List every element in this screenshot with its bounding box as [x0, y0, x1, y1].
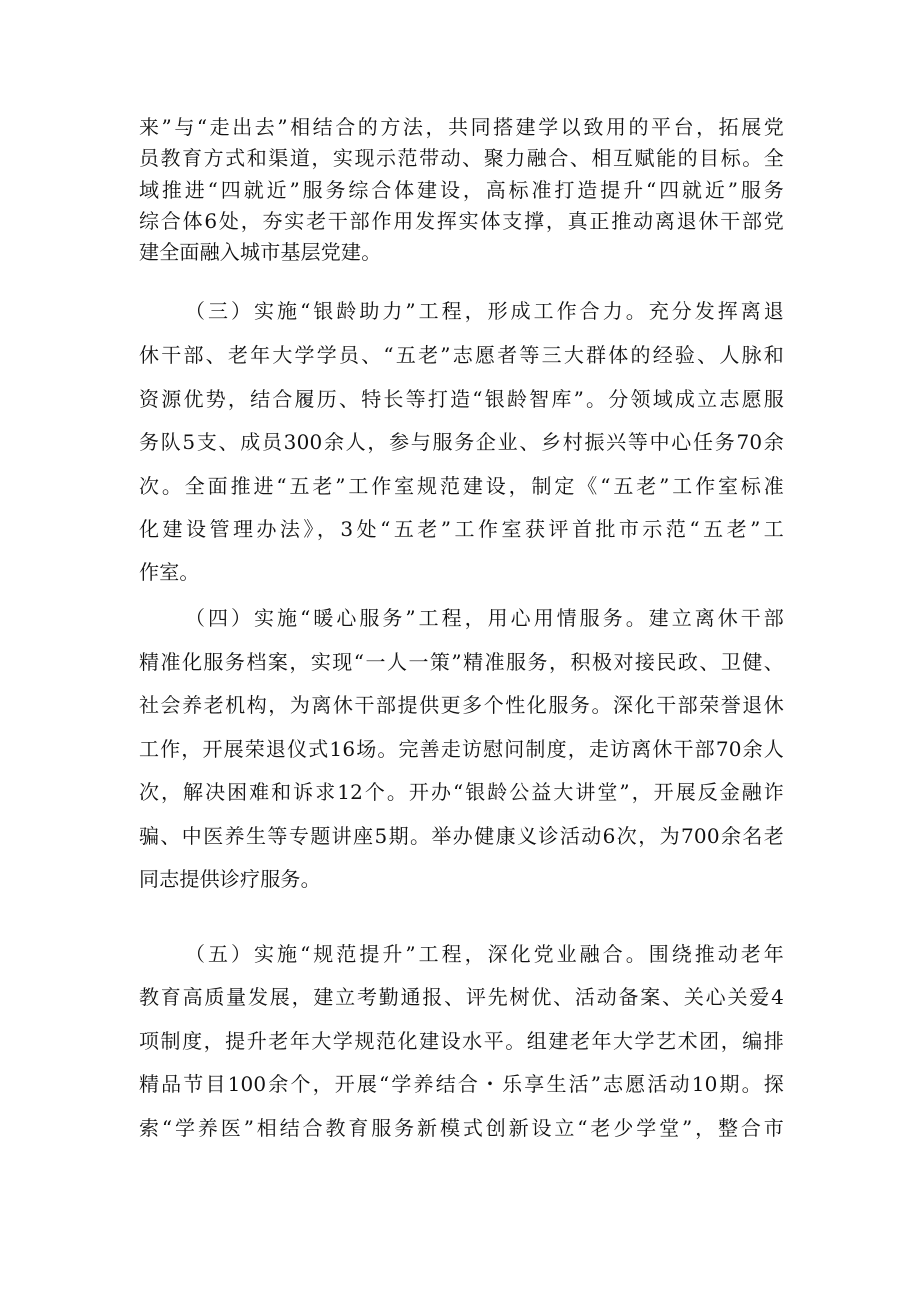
text-line: 次。全面推进“五老”工作室规范建设，制定《“五老”工作室标准: [139, 474, 784, 498]
text-line: 化建设管理办法》，3处“五老”工作室获评首批市示范“五老”工: [139, 517, 784, 541]
text-line: 作室。: [139, 560, 200, 584]
text-line: 精品节目100余个，开展“学养结合・乐享生活”志愿活动10期。探: [139, 1072, 784, 1096]
text-line: 社会养老机构，为离休干部提供更多个性化服务。深化干部荣誉退休: [139, 693, 784, 717]
text-line: 建全面融入城市基层党建。: [139, 240, 382, 264]
text-line: 同志提供诊疗服务。: [139, 867, 321, 891]
text-line: 工作，开展荣退仪式16场。完善走访慰问制度，走访离休干部70余人: [139, 737, 784, 761]
text-line: 务队5支、成员300余人，参与服务企业、乡村振兴等中心任务70余: [139, 430, 784, 454]
text-line: 骗、中医养生等专题讲座5期。举办健康义诊活动6次，为700余名老: [139, 824, 784, 848]
text-line: 教育高质量发展，建立考勤通报、评先树优、活动备案、关心关爱4: [139, 985, 784, 1009]
text-line: 综合体6处，夯实老干部作用发挥实体支撑，真正推动离退休干部党: [139, 209, 784, 233]
text-line: 域推进“四就近”服务综合体建设，高标准打造提升“四就近”服务: [139, 178, 784, 202]
text-line: 次，解决困难和诉求12个。开办“银龄公益大讲堂”，开展反金融诈: [139, 780, 784, 804]
text-line: 员教育方式和渠道，实现示范带动、聚力融合、相互赋能的目标。全: [139, 146, 784, 170]
text-line: （五）实施“规范提升”工程，深化党业融合。围绕推动老年: [185, 942, 784, 966]
text-line: （四）实施“暖心服务”工程，用心用情服务。建立离休干部: [185, 606, 784, 630]
text-line: 项制度，提升老年大学规范化建设水平。组建老年大学艺术团，编排: [139, 1029, 784, 1053]
text-line: 精准化服务档案，实现“一人一策”精准服务，积极对接民政、卫健、: [139, 650, 784, 674]
text-line: 来”与“走出去”相结合的方法，共同搭建学以致用的平台，拓展党: [139, 115, 784, 139]
text-line: 资源优势，结合履历、特长等打造“银龄智库”。分领域成立志愿服: [139, 387, 784, 411]
text-line: （三）实施“银龄助力”工程，形成工作合力。充分发挥离退: [185, 299, 784, 323]
text-line: 休干部、老年大学学员、“五老”志愿者等三大群体的经验、人脉和: [139, 343, 784, 367]
text-line: 索“学养医”相结合教育服务新模式创新设立“老少学堂”，整合市: [139, 1116, 784, 1140]
